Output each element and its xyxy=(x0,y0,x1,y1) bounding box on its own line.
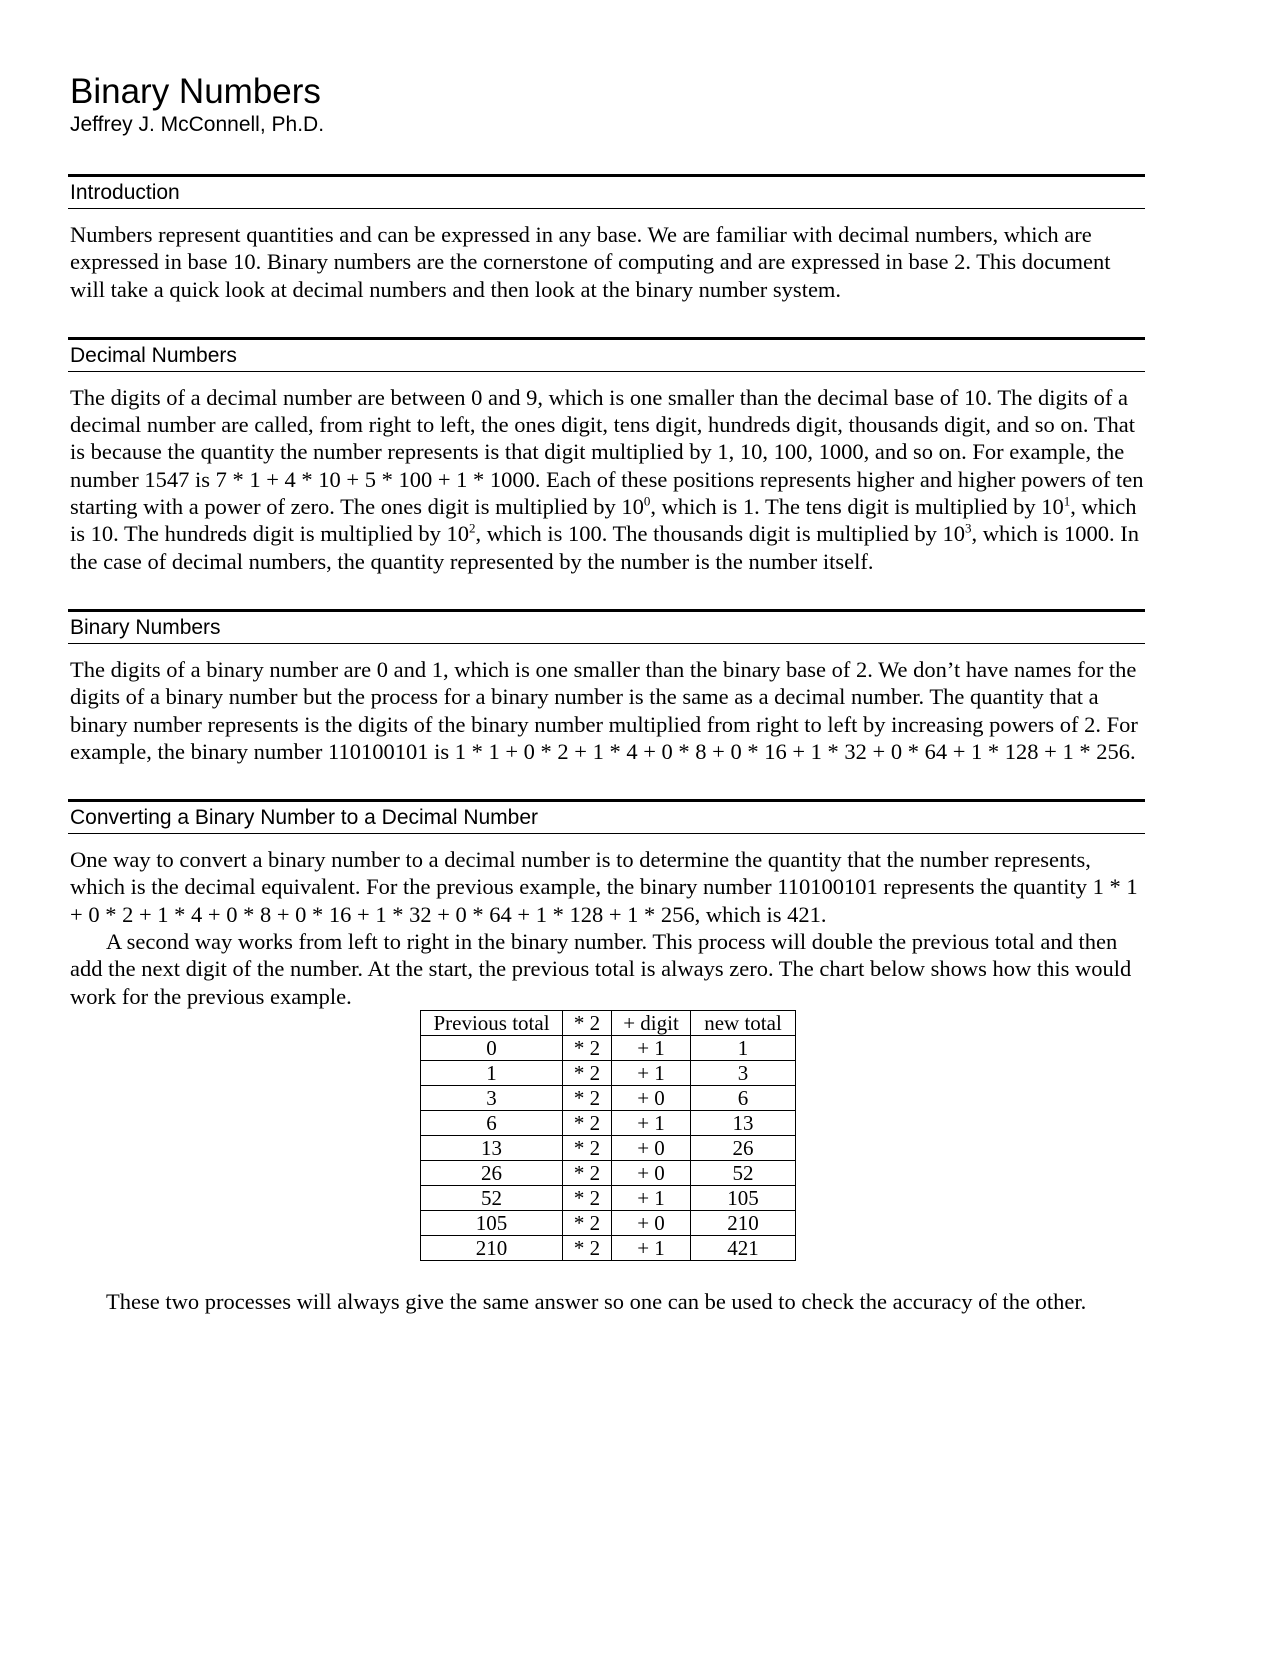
column-header: + digit xyxy=(612,1010,691,1035)
table-cell: 52 xyxy=(691,1160,796,1185)
paragraph: A second way works from left to right in the binary number. This process will double the previous total and then add the next digit of the number. At the start, the previous total is always zero. The chart below shows how this would work for the previous example. xyxy=(70,929,1132,1009)
section-introduction xyxy=(70,174,1145,303)
table-cell: + 0 xyxy=(612,1085,691,1110)
table-cell: 3 xyxy=(691,1060,796,1085)
table-row xyxy=(421,1185,796,1210)
table-cell: + 0 xyxy=(612,1160,691,1185)
table-cell: + 0 xyxy=(612,1135,691,1160)
document-page xyxy=(70,72,1145,1315)
exponent: 3 xyxy=(965,520,972,536)
table-cell: 3 xyxy=(421,1085,563,1110)
table-cell: 6 xyxy=(691,1085,796,1110)
author: Jeffrey J. McConnell, Ph.D. xyxy=(70,113,325,136)
table-row xyxy=(421,1160,796,1185)
exponent: 0 xyxy=(643,493,651,509)
table-cell: + 1 xyxy=(612,1110,691,1135)
table-cell: + 1 xyxy=(612,1185,691,1210)
table-cell: 105 xyxy=(421,1210,563,1235)
table-cell: + 1 xyxy=(612,1060,691,1085)
table-cell: + 1 xyxy=(612,1235,691,1260)
table-cell: * 2 xyxy=(563,1235,612,1260)
table-cell: * 2 xyxy=(563,1060,612,1085)
table-row xyxy=(421,1085,796,1110)
text: , which is 1000. In the case of decimal numbers, the quantity represented by the number is the number itself. xyxy=(70,521,1140,574)
section-heading: Introduction xyxy=(68,174,1145,209)
table-cell: 13 xyxy=(421,1135,563,1160)
table-cell: * 2 xyxy=(563,1185,612,1210)
table-cell: 0 xyxy=(421,1035,563,1060)
text: , which is 1. The tens digit is multiplied by 10 xyxy=(650,494,1064,520)
table-row xyxy=(421,1060,796,1085)
table-cell: 210 xyxy=(421,1235,563,1260)
table-cell: * 2 xyxy=(563,1085,612,1110)
table-cell: 52 xyxy=(421,1185,563,1210)
table-row xyxy=(421,1135,796,1160)
text: , which is 100. The thousands digit is multiplied by 10 xyxy=(475,521,966,547)
paragraph: Numbers represent quantities and can be expressed in any base. We are familiar with decimal numbers, which are expressed in base 10. Binary numbers are the cornerstone of computing and are expressed in base 2. This document will take a quick look at decimal numbers and then look at the binary number system. xyxy=(70,222,1111,302)
table-row xyxy=(421,1110,796,1135)
table-cell: 421 xyxy=(691,1235,796,1260)
table-cell: 26 xyxy=(691,1135,796,1160)
table-cell: * 2 xyxy=(563,1135,612,1160)
paragraph xyxy=(70,384,1145,575)
paragraph: These two processes will always give the same answer so one can be used to check the accuracy of the other. xyxy=(106,1288,1087,1314)
paragraph: The digits of a binary number are 0 and 1, which is one smaller than the binary base of 2. We don’t have names for the digits of a binary number but the process for a binary number is the same as a decimal number. The quantity that a binary number represents is the digits of the binary number multiplied from right to left by increasing powers of 2. For example, the binary number 110100101 is 1 * 1 + 0 * 2 + 1 * 4 + 0 * 8 + 0 * 16 + 1 * 32 + 0 * 64 + 1 * 128 + 1 * 256. xyxy=(70,656,1138,764)
section-decimal-numbers xyxy=(70,337,1145,575)
table-cell: 6 xyxy=(421,1110,563,1135)
column-header: * 2 xyxy=(563,1010,612,1035)
document-title: Binary Numbers xyxy=(70,72,321,111)
table-cell: 26 xyxy=(421,1160,563,1185)
table-cell: * 2 xyxy=(563,1035,612,1060)
paragraph: One way to convert a binary number to a decimal number is to determine the quantity that the number represents, which is the decimal equivalent. For the previous example, the binary number 110100101 represents the quantity 1 * 1 + 0 * 2 + 1 * 4 + 0 * 8 + 0 * 16 + 1 * 32 + 0 * 64 + 1 * 128 + 1 * 256, which is 421. xyxy=(70,847,1138,927)
section-binary-numbers xyxy=(70,609,1145,765)
column-header: Previous total xyxy=(421,1010,563,1035)
text: The digits of a decimal number are between 0 and 9, which is one smaller than the decimal base of 10. The digits of a decimal number are called, from right to left, the ones digit, tens digit, hundreds digit, thousands digit, and so on. That is because the quantity the number represents is that digit multiplied by 1, 10, 100, 1000, and so on. For example, the number 1547 is 7 * 1 + 4 * 10 + 5 * 100 + 1 * 1000. Each of these positions represents higher and higher powers of ten starting with a power of zero. The ones digit is multiplied by 10 xyxy=(70,384,1144,520)
exponent: 1 xyxy=(1063,493,1071,509)
table-cell: 105 xyxy=(691,1185,796,1210)
section-heading: Converting a Binary Number to a Decimal Number xyxy=(68,799,1145,834)
table-cell: * 2 xyxy=(563,1210,612,1235)
section-heading: Binary Numbers xyxy=(68,609,1145,644)
table-row xyxy=(421,1210,796,1235)
table-cell: + 0 xyxy=(612,1210,691,1235)
table-cell: + 1 xyxy=(612,1035,691,1060)
conversion-table xyxy=(420,1010,796,1261)
table-row xyxy=(421,1035,796,1060)
table-cell: 1 xyxy=(421,1060,563,1085)
table-cell: 1 xyxy=(691,1035,796,1060)
section-converting xyxy=(70,799,1145,1315)
table-header-row xyxy=(421,1010,796,1035)
exponent: 2 xyxy=(468,520,476,536)
table-row xyxy=(421,1235,796,1260)
table-cell: * 2 xyxy=(563,1160,612,1185)
table-cell: 13 xyxy=(691,1110,796,1135)
table-cell: * 2 xyxy=(563,1110,612,1135)
text: , which is 10. The hundreds digit is multiplied by 10 xyxy=(70,494,1137,547)
column-header: new total xyxy=(691,1010,796,1035)
table-cell: 210 xyxy=(691,1210,796,1235)
section-heading: Decimal Numbers xyxy=(68,337,1145,372)
